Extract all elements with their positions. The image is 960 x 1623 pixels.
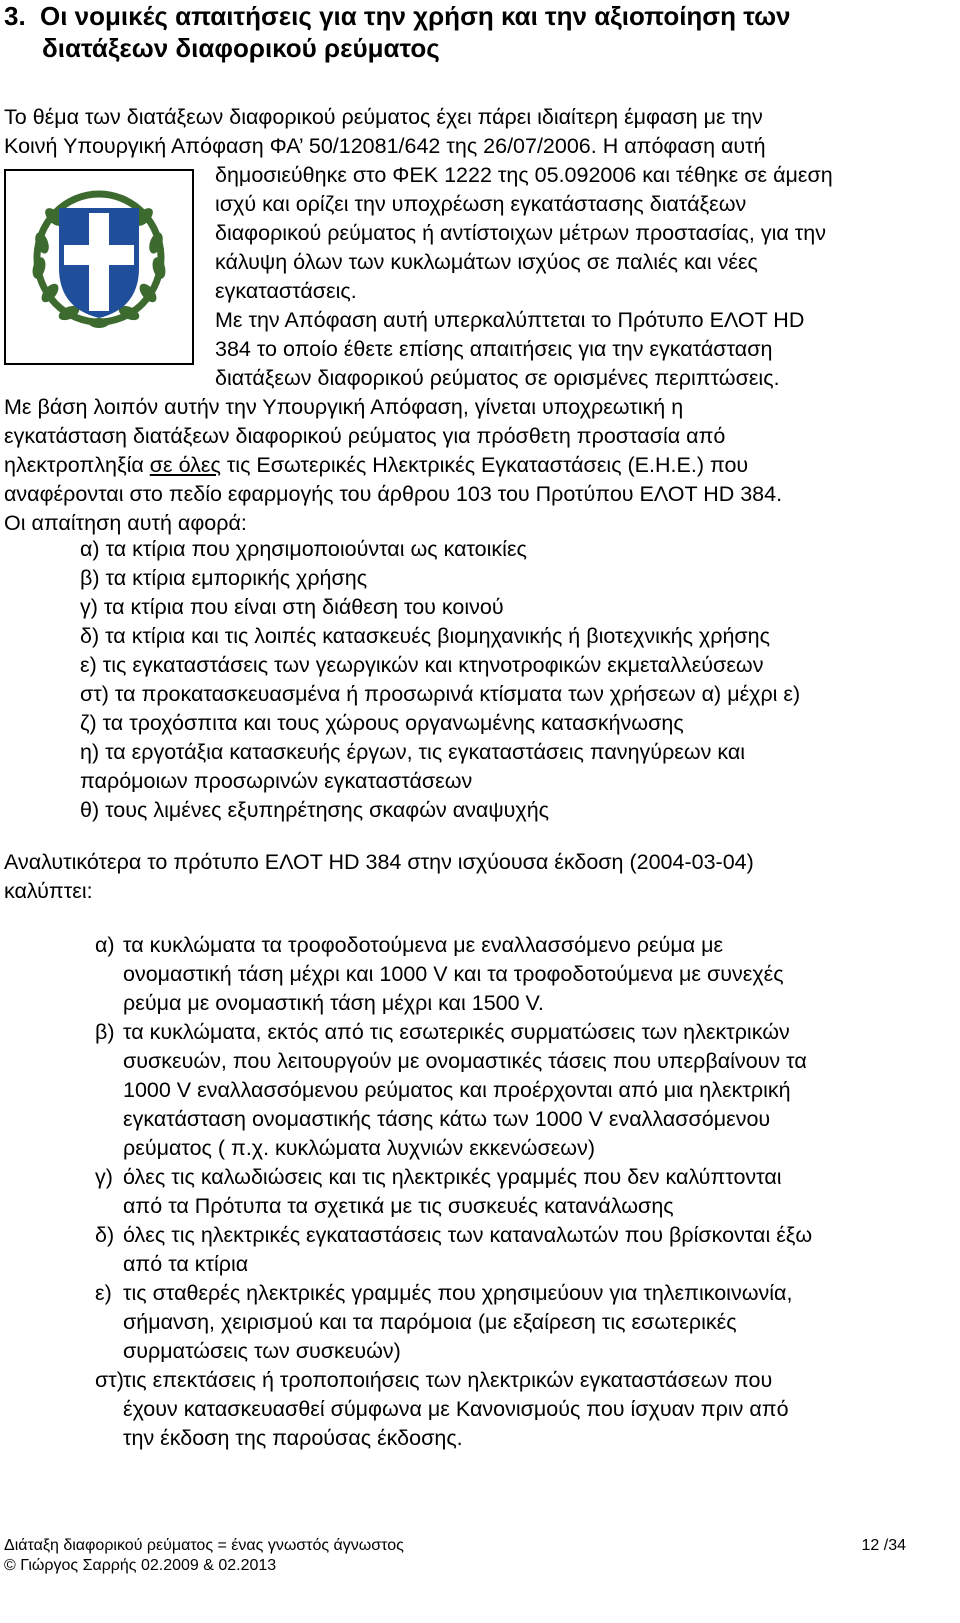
main-paragraph bbox=[4, 393, 782, 538]
emphasis-underlined: σε όλες bbox=[149, 453, 221, 477]
list-item-line: τις επεκτάσεις ή τροποποιήσεις των ηλεκτρικών εγκαταστάσεων που bbox=[123, 1368, 773, 1392]
list-item-line: τις σταθερές ηλεκτρικές γραμμές που χρησιμεύουν για τηλεπικοινωνία, bbox=[123, 1281, 793, 1305]
main-line bbox=[4, 451, 782, 480]
list-item-line: ρεύματος ( π.χ. κυκλώματα λυχνιών εκκενώσεων) bbox=[123, 1136, 595, 1160]
main-text: τις Εσωτερικές Ηλεκτρικές Εγκαταστάσεις (Ε.Η.Ε.) που bbox=[220, 453, 749, 477]
list-item-label: γ) bbox=[95, 1165, 113, 1189]
main-line: εγκατάσταση διατάξεων διαφορικού ρεύματος για πρόσθετη προστασία από bbox=[4, 424, 726, 448]
list-item bbox=[95, 1366, 812, 1453]
list-item-line: την έκδοση της παρούσας έκδοσης. bbox=[123, 1426, 463, 1450]
list-item-label: στ) bbox=[95, 1368, 124, 1392]
page-number: 12 /34 bbox=[861, 1537, 906, 1554]
footer-copyright: © Γιώργος Σαρρής 02.2009 & 02.2013 bbox=[4, 1557, 277, 1574]
list-item: δ) τα κτίρια και τις λοιπές κατασκευές βιομηχανικής ή βιοτεχνικής χρήσης bbox=[80, 624, 770, 648]
list-item-label: δ) bbox=[95, 1223, 115, 1247]
list-item bbox=[95, 931, 812, 1018]
list-item-label: β) bbox=[95, 1020, 115, 1044]
intro-wrapped-line: κάλυψη όλων των κυκλωμάτων ισχύος σε παλιές και νέες bbox=[215, 250, 758, 274]
list-item-line: τα κυκλώματα τα τροφοδοτούμενα με εναλλασσόμενο ρεύμα με bbox=[123, 933, 724, 957]
scope-list bbox=[95, 931, 812, 1453]
intro-wrapped-line: 384 το οποίο έθετε επίσης απαιτήσεις για την εγκατάσταση bbox=[215, 337, 773, 361]
list-item: ζ) τα τροχόσπιτα και τους χώρους οργανωμένης κατασκήνωσης bbox=[80, 711, 684, 735]
list-item-line: συρματώσεις των συσκευών) bbox=[123, 1339, 401, 1363]
list-item-line: εγκατάσταση ονομαστικής τάσης κάτω των 1000 V εναλλασσόμενου bbox=[123, 1107, 771, 1131]
intro-line: Κοινή Υπουργική Απόφαση ΦΑ’ 50/12081/642 της 26/07/2006. Η απόφαση αυτή bbox=[4, 134, 766, 158]
list-item-line: τα κυκλώματα, εκτός από τις εσωτερικές συρματώσεις των ηλεκτρικών bbox=[123, 1020, 790, 1044]
intro-wrapped-line: διατάξεων διαφορικού ρεύματος σε ορισμένες περιπτώσεις. bbox=[215, 366, 780, 390]
list-item-line: 1000 V εναλλασσόμενου ρεύματος και προέρχονται από μια ηλεκτρική bbox=[123, 1078, 791, 1102]
page-footer bbox=[4, 1536, 934, 1576]
list-item: η) τα εργοτάξια κατασκευής έργων, τις εγκαταστάσεις πανηγύρεων και bbox=[80, 740, 746, 764]
list-item-line: συσκευών, που λειτουργούν με ονομαστικές τάσεις που υπερβαίνουν τα bbox=[123, 1049, 807, 1073]
scope-line: Αναλυτικότερα το πρότυπο ΕΛΟΤ HD 384 στην ισχύουσα έκδοση (2004-03-04) bbox=[4, 850, 754, 874]
intro-wrapped-line: εγκαταστάσεις. bbox=[215, 279, 357, 303]
intro-paragraph bbox=[4, 103, 766, 161]
list-item: θ) τους λιμένες εξυπηρέτησης σκαφών αναψυχής bbox=[80, 798, 550, 822]
list-item-label: ε) bbox=[95, 1281, 112, 1305]
list-item-line: ρεύμα με ονομαστική τάση μέχρι και 1500 V. bbox=[123, 991, 544, 1015]
footer-title: Διάταξη διαφορικού ρεύματος = ένας γνωστός άγνωστος bbox=[4, 1537, 404, 1554]
scope-line: καλύπτει: bbox=[4, 879, 93, 903]
list-item-line: όλες τις ηλεκτρικές εγκαταστάσεις των καταναλωτών που βρίσκονται έξω bbox=[123, 1223, 813, 1247]
intro-wrapped-line: διαφορικού ρεύματος ή αντίστοιχων μέτρων προστασίας, για την bbox=[215, 221, 826, 245]
intro-wrapped-line: Με την Απόφαση αυτή υπερκαλύπτεται το Πρότυπο ΕΛΟΤ HD bbox=[215, 308, 805, 332]
main-line: αναφέρονται στο πεδίο εφαρμογής του άρθρου 103 του Προτύπου ΕΛΟΤ HD 384. bbox=[4, 482, 783, 506]
list-item: γ) τα κτίρια που είναι στη διάθεση του κοινού bbox=[80, 595, 504, 619]
list-item-label: α) bbox=[95, 933, 115, 957]
list-item: α) τα κτίρια που χρησιμοποιούνται ως κατοικίες bbox=[80, 537, 527, 561]
list-item-line: σήμανση, χειρισμού και τα παρόμοια (με εξαίρεση τις εσωτερικές bbox=[123, 1310, 737, 1334]
main-text: ηλεκτροπληξία bbox=[4, 453, 150, 477]
intro-line: Το θέμα των διατάξεων διαφορικού ρεύματος έχει πάρει ιδιαίτερη έμφαση με την bbox=[4, 105, 763, 129]
section-heading bbox=[4, 0, 944, 64]
section-title-line-1: Οι νομικές απαιτήσεις για την χρήση και την αξιοποίηση των bbox=[40, 1, 791, 31]
list-item: παρόμοιων προσωρινών εγκαταστάσεων bbox=[80, 769, 473, 793]
intro-wrapped-line: ισχύ και ορίζει την υποχρέωση εγκατάστασης διατάξεων bbox=[215, 192, 747, 216]
list-item-line: από τα κτίρια bbox=[123, 1252, 249, 1276]
building-list bbox=[80, 535, 800, 825]
section-number: 3. bbox=[4, 1, 26, 31]
list-item bbox=[95, 1163, 812, 1221]
list-item: ε) τις εγκαταστάσεις των γεωργικών και κτηνοτροφικών εκμεταλλεύσεων bbox=[80, 653, 764, 677]
list-item: στ) τα προκατασκευασμένα ή προσωρινά κτίσματα των χρήσεων α) μέχρι ε) bbox=[80, 682, 801, 706]
list-item-line: όλες τις καλωδιώσεις και τις ηλεκτρικές γραμμές που δεν καλύπτονται bbox=[123, 1165, 782, 1189]
greek-coat-of-arms-icon bbox=[24, 183, 174, 333]
emblem-frame bbox=[4, 169, 194, 365]
list-item bbox=[95, 1279, 812, 1366]
list-item-line: έχουν κατασκευασθεί σύμφωνα με Κανονισμούς που ίσχυαν πριν από bbox=[123, 1397, 789, 1421]
section-title-line-2: διατάξεων διαφορικού ρεύματος bbox=[42, 33, 440, 63]
list-item: β) τα κτίρια εμπορικής χρήσης bbox=[80, 566, 368, 590]
list-item bbox=[95, 1018, 812, 1163]
main-line: Οι απαίτηση αυτή αφορά: bbox=[4, 511, 247, 535]
intro-wrapped-line: δημοσιεύθηκε στο ΦΕΚ 1222 της 05.092006 και τέθηκε σε άμεση bbox=[215, 163, 833, 187]
list-item-line: ονομαστική τάση μέχρι και 1000 V και τα τροφοδοτούμενα με συνεχές bbox=[123, 962, 784, 986]
scope-paragraph bbox=[4, 848, 754, 906]
list-item bbox=[95, 1221, 812, 1279]
intro-wrapped-text bbox=[215, 161, 833, 393]
main-line: Με βάση λοιπόν αυτήν την Υπουργική Απόφαση, γίνεται υποχρεωτική η bbox=[4, 395, 684, 419]
list-item-line: από τα Πρότυπα τα σχετικά με τις συσκευές κατανάλωσης bbox=[123, 1194, 674, 1218]
